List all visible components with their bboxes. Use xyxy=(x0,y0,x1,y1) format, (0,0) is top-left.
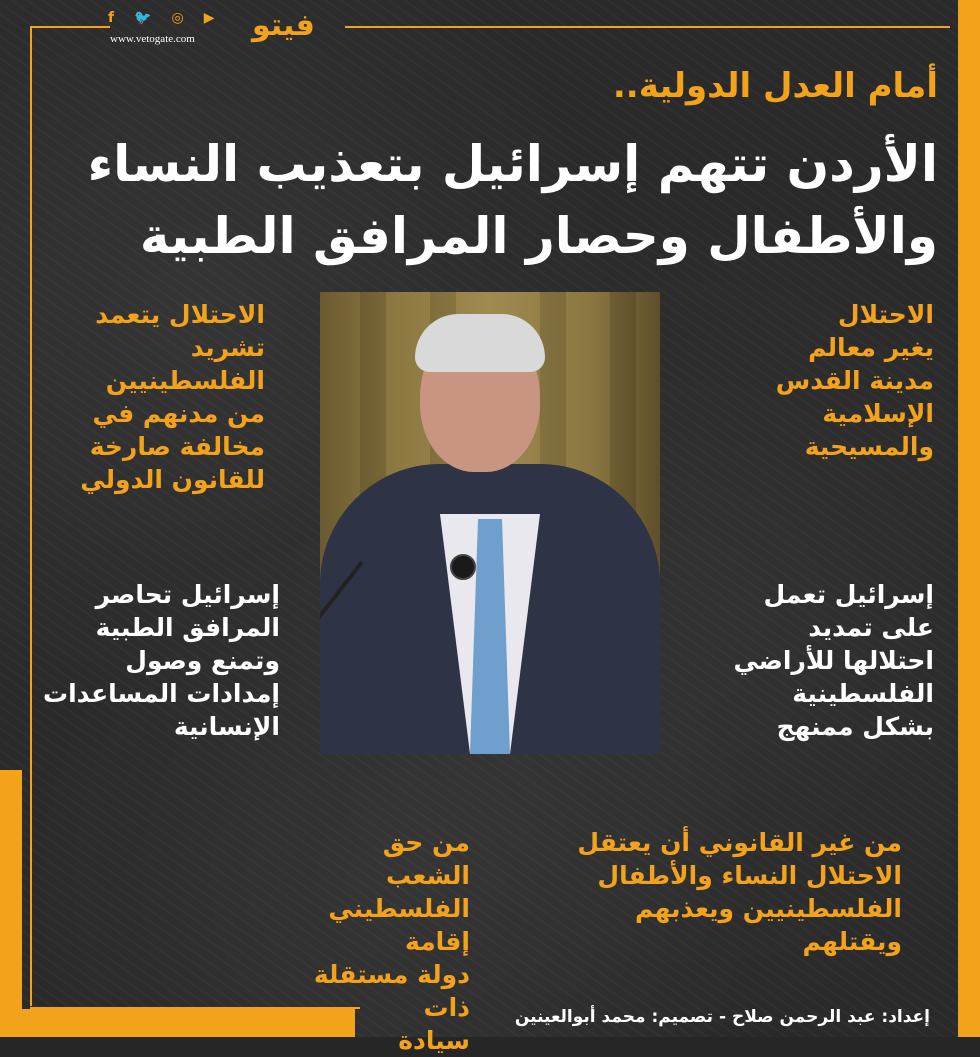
point-displacement: الاحتلال يتعمد تشريد الفلسطينيين من مدنهم في مخالفة صارخة للقانون الدولي xyxy=(80,300,265,494)
instagram-icon[interactable]: ◎ xyxy=(171,10,184,26)
point-jerusalem: الاحتلال يغير معالم مدينة القدس الإسلامية والمسيحية xyxy=(775,300,934,461)
twitter-icon[interactable]: 🐦 xyxy=(134,10,152,26)
right-accent-bar xyxy=(958,0,980,1037)
credits: إعداد: عبد الرحمن صلاح - تصميم: محمد أبوالعينين xyxy=(514,1007,930,1027)
frame-top-line xyxy=(30,26,110,28)
headline-line: والأطفال وحصار المرافق الطبية xyxy=(139,207,938,265)
brand-header xyxy=(104,6,344,50)
frame-top-line-right xyxy=(345,26,950,28)
point-occupation: إسرائيل تعمل على تمديد احتلالها للأراضي الفلسطينية بشكل ممنهج xyxy=(733,580,934,741)
point-detention: من غير القانوني أن يعتقل الاحتلال النساء والأطفال الفلسطينيين ويعذبهم ويقتلهم xyxy=(577,828,902,956)
point-statehood: من حق الشعب الفلسطيني إقامة دولة مستقلة ذات سيادة xyxy=(313,828,470,1055)
veto-logo: فيتو xyxy=(252,8,315,43)
headline xyxy=(78,128,938,272)
kicker: أمام العدل الدولية.. xyxy=(612,66,938,106)
youtube-icon[interactable]: ▶ xyxy=(203,10,215,26)
speaker-photo xyxy=(320,292,660,754)
left-accent-bar xyxy=(0,770,22,1037)
point-medical-siege: إسرائيل تحاصر المرافق الطبية وتمنع وصول إمدادات المساعدات الإنسانية xyxy=(42,580,280,741)
frame-left-line xyxy=(30,26,32,1006)
social-icons xyxy=(108,10,215,26)
facebook-icon[interactable]: f xyxy=(108,10,115,26)
bottom-accent-bar xyxy=(0,1009,355,1037)
site-url[interactable]: www.vetogate.com xyxy=(110,33,195,45)
microphone-icon xyxy=(450,554,476,580)
headline-line: الأردن تتهم إسرائيل بتعذيب النساء xyxy=(87,135,938,193)
speaker-hair xyxy=(415,314,545,372)
